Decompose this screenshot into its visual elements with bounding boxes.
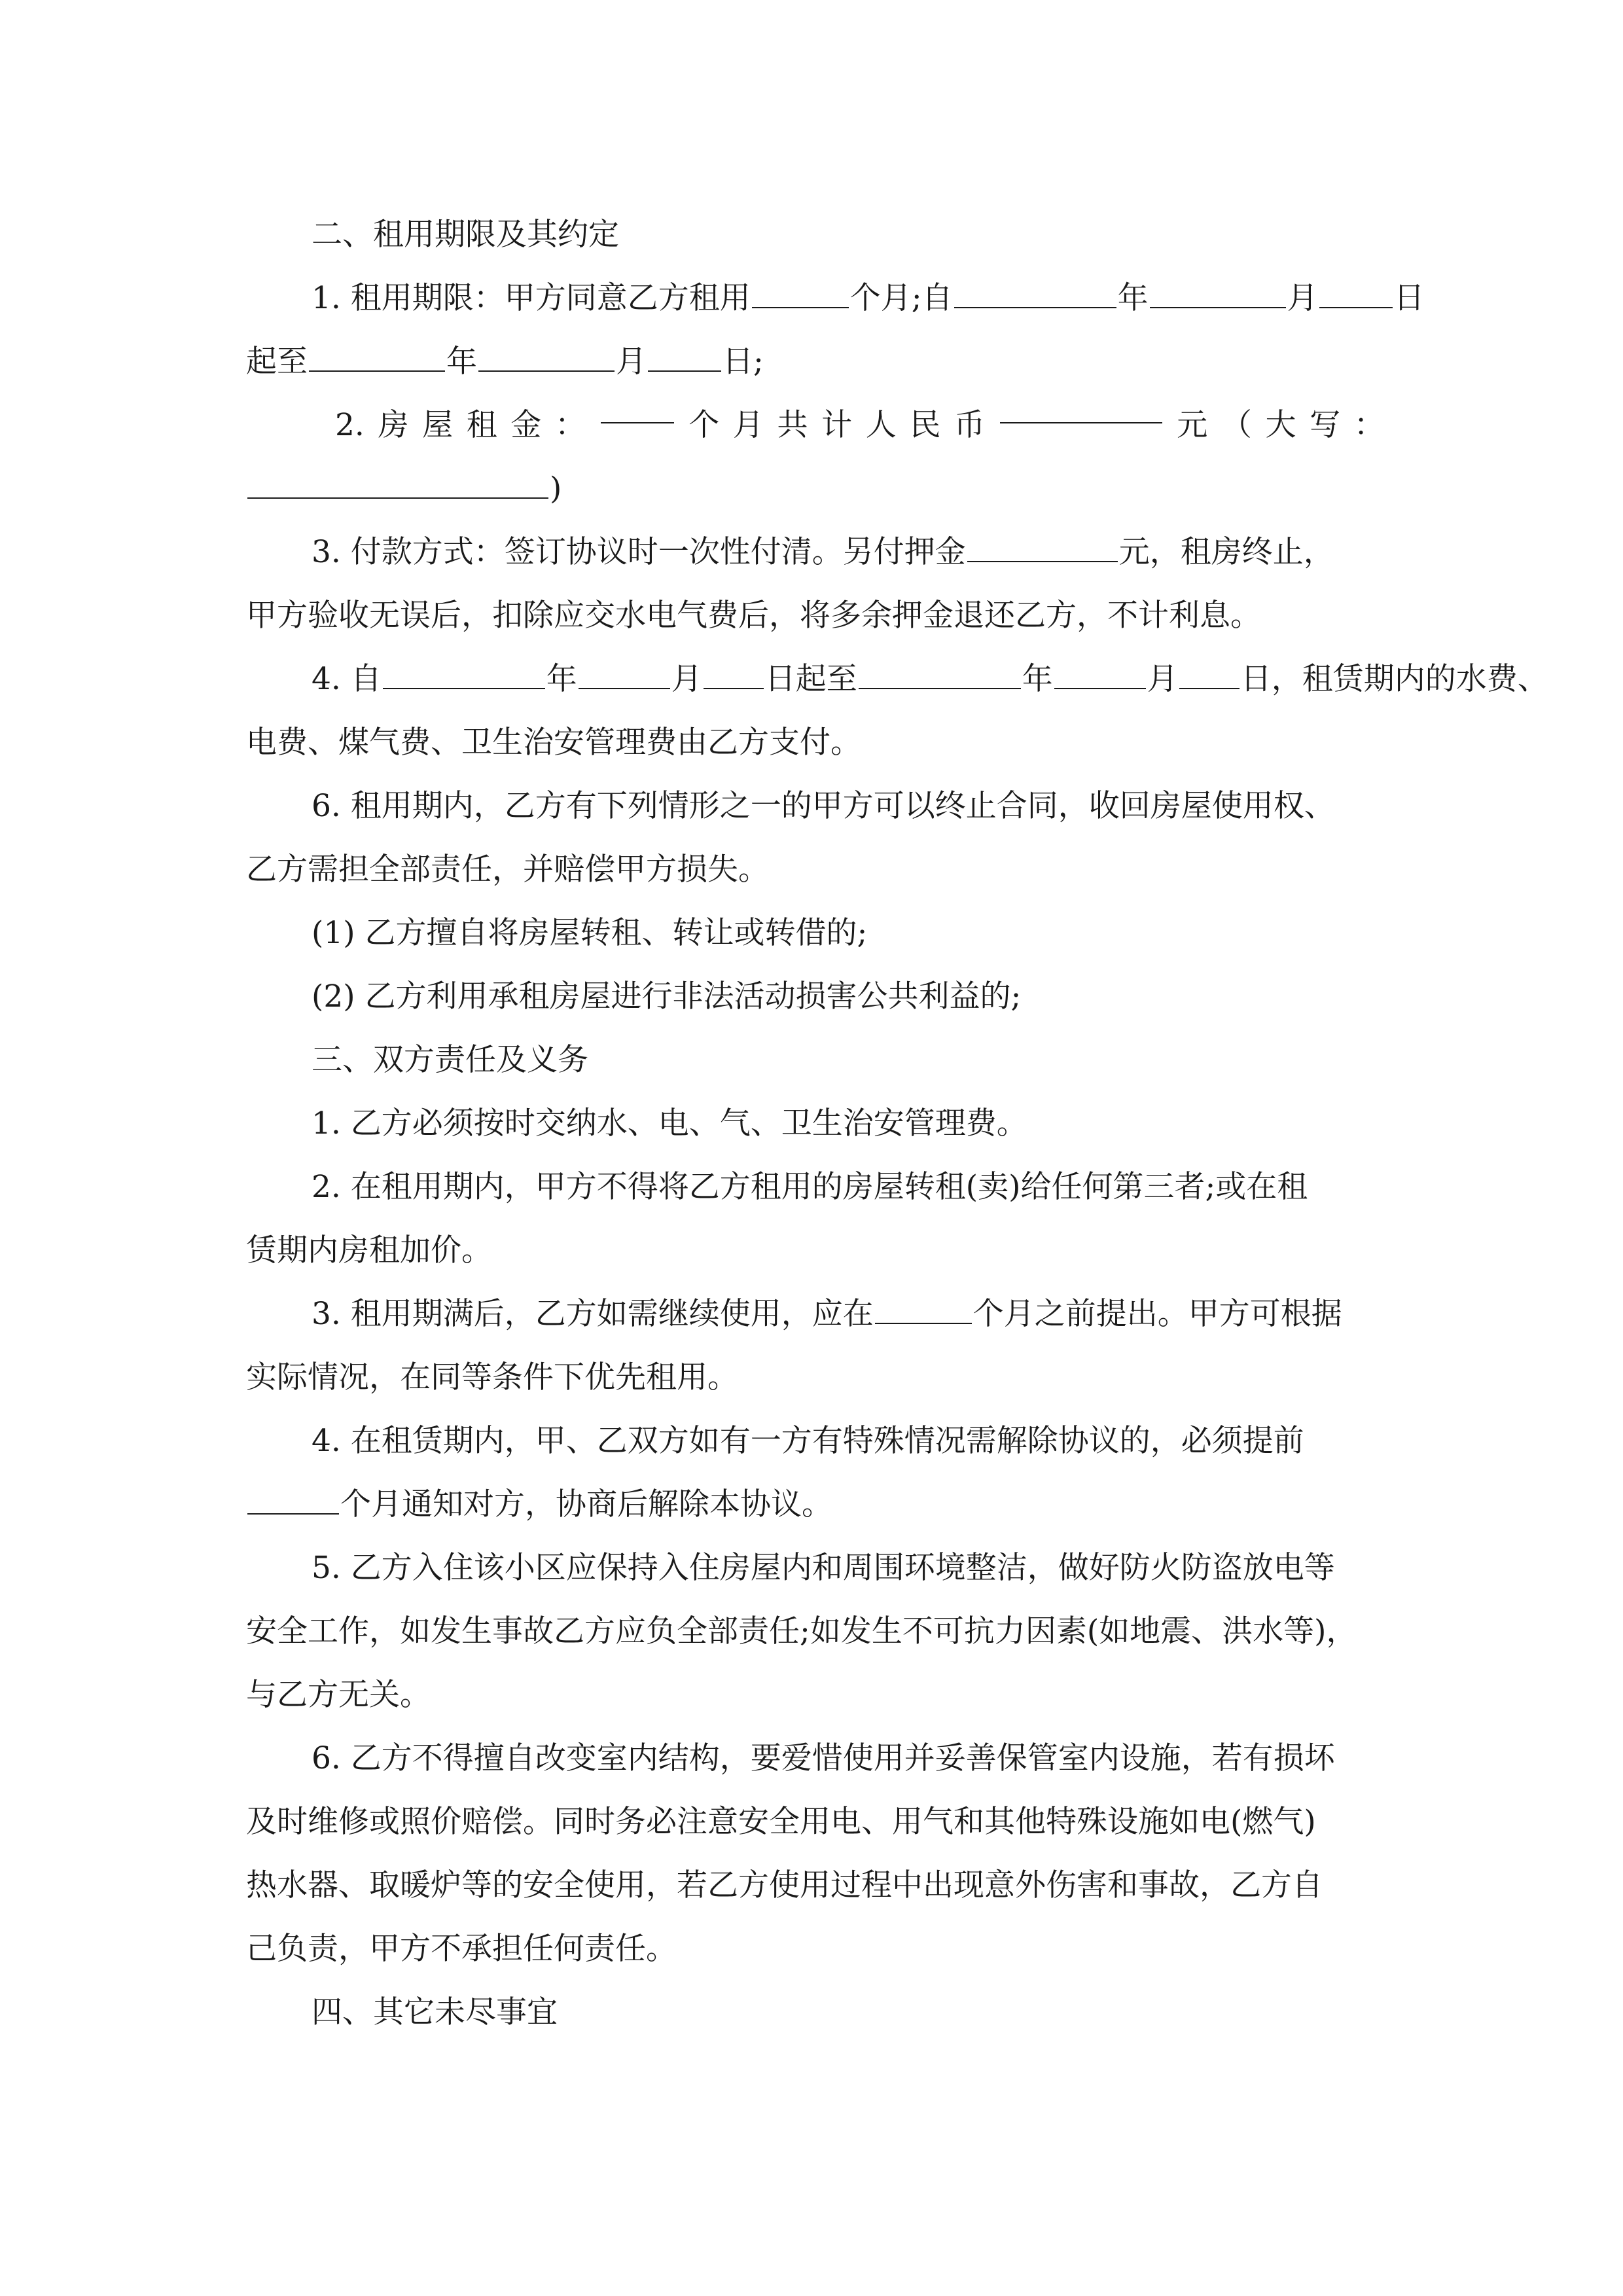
blank-field [1319,278,1393,308]
blank-field [1054,659,1146,689]
clause-2-char: 币 [954,407,985,443]
blank-field [1150,278,1286,308]
s3-clause-5-line-1: 5. 乙方入住该小区应保持入住房屋内和周围环境整洁，做好防火防盗放电等 [312,1550,1335,1586]
clause-2-char: 房 [378,407,409,443]
clause-2-char: 人 [865,407,897,443]
blank-field [383,659,545,689]
clause-1-line-1: 1. 租用期限：甲方同意乙方租用 个月;自 年 月 日 [246,266,1385,330]
s3-clause-4-line-1: 4. 在租赁期内，甲、乙双方如有一方有特殊情况需解除协议的，必须提前 [312,1423,1304,1459]
s3-clause-3-line-2: 实际情况，在同等条件下优先租用。 [246,1359,738,1395]
blank-field [954,278,1116,308]
clause-1-line-2: 起至 年 月 日; [246,330,1385,393]
blank-field [859,659,1021,689]
clause-2-char: 元 [1177,407,1208,443]
blank-field [579,659,670,689]
blank-field [875,1294,972,1324]
clause-6-line-1: 6. 租用期内，乙方有下列情形之一的甲方可以终止合同，收回房屋使用权、 [312,788,1335,824]
clause-2-char: 写 [1310,407,1341,443]
blank-field [967,532,1118,562]
clause-4-line-2: 电费、煤气费、卫生治安管理费由乙方支付。 [246,725,861,761]
clause-4-line-1: 4. 自 年 月 日起至 年 月 日，租赁期内的水费、 [246,647,1385,711]
clause-2-char: 月 [732,407,764,443]
s3-clause-2-line-1: 2. 在租用期内，甲方不得将乙方租用的房屋转租(卖)给任何第三者;或在租 [312,1169,1308,1205]
clause-3-line-2: 甲方验收无误后，扣除应交水电气费后，将多余押金退还乙方，不计利息。 [246,598,1261,634]
blank-field [1000,393,1162,423]
clause-2-char: 共 [777,407,808,443]
blank-field [1179,659,1240,689]
blank-field [752,278,849,308]
s3-clause-2-line-2: 赁期内房租加价。 [246,1232,492,1268]
clause-2-char: 2. [335,407,365,443]
clause-6-sub-2: (2) 乙方利用承租房屋进行非法活动损害公共利益的; [312,978,1022,1014]
clause-2-char: 计 [821,407,853,443]
s3-clause-5-line-3: 与乙方无关。 [246,1677,431,1713]
clause-2-char: （ [1221,407,1252,443]
section-heading-2: 二、租用期限及其约定 [312,217,619,253]
s3-clause-5-line-2: 安全工作，如发生事故乙方应负全部责任;如发生不可抗力因素(如地震、洪水等)， [246,1613,1357,1649]
clause-6-line-2: 乙方需担全部责任，并赔偿甲方损失。 [246,852,769,888]
clause-2-line-1 [246,393,1385,457]
clause-2-char: 金 [510,407,542,443]
clause-2-char: 租 [466,407,497,443]
blank-field [247,469,548,499]
s3-clause-1: 1. 乙方必须按时交纳水、电、气、卫生治安管理费。 [312,1105,1027,1141]
clause-2-char: 个 [688,407,720,443]
clause-2-char: 大 [1265,407,1296,443]
document-body [246,203,1548,2044]
clause-3-line-1: 3. 付款方式：签订协议时一次性付清。另付押金 元，租房终止， [246,520,1385,584]
s3-clause-4-line-2: 个月通知对方，协商后解除本协议。 [246,1473,1385,1536]
section-heading-4: 四、其它未尽事宜 [312,1994,558,2030]
clause-2-spaced [335,393,1385,457]
blank-field [704,659,764,689]
clause-2-char: ： [554,407,586,443]
s3-clause-6-line-1: 6. 乙方不得擅自改变室内结构，要爱惜使用并妥善保管室内设施，若有损坏 [312,1740,1335,1776]
s3-clause-6-line-3: 热水器、取暖炉等的安全使用，若乙方使用过程中出现意外伤害和事故，乙方自 [246,1867,1323,1903]
blank-field [648,342,721,372]
blank-field [247,1484,339,1515]
s3-clause-3-line-1: 3. 租用期满后，乙方如需继续使用，应在 个月之前提出。甲方可根据 [246,1282,1385,1346]
blank-field [309,342,445,372]
blank-field [478,342,615,372]
clause-2-char: 屋 [422,407,454,443]
clause-6-sub-1: (1) 乙方擅自将房屋转租、转让或转借的; [312,915,868,951]
clause-2-char: 民 [910,407,941,443]
s3-clause-6-line-2: 及时维修或照价赔偿。同时务必注意安全用电、用气和其他特殊设施如电(燃气) [246,1804,1316,1840]
clause-2-line-2: ) [246,457,1385,520]
blank-field [601,393,674,423]
s3-clause-6-line-4: 己负责，甲方不承担任何责任。 [246,1931,677,1967]
clause-2-char: ： [1353,407,1385,443]
section-heading-3: 三、双方责任及义务 [312,1042,588,1078]
